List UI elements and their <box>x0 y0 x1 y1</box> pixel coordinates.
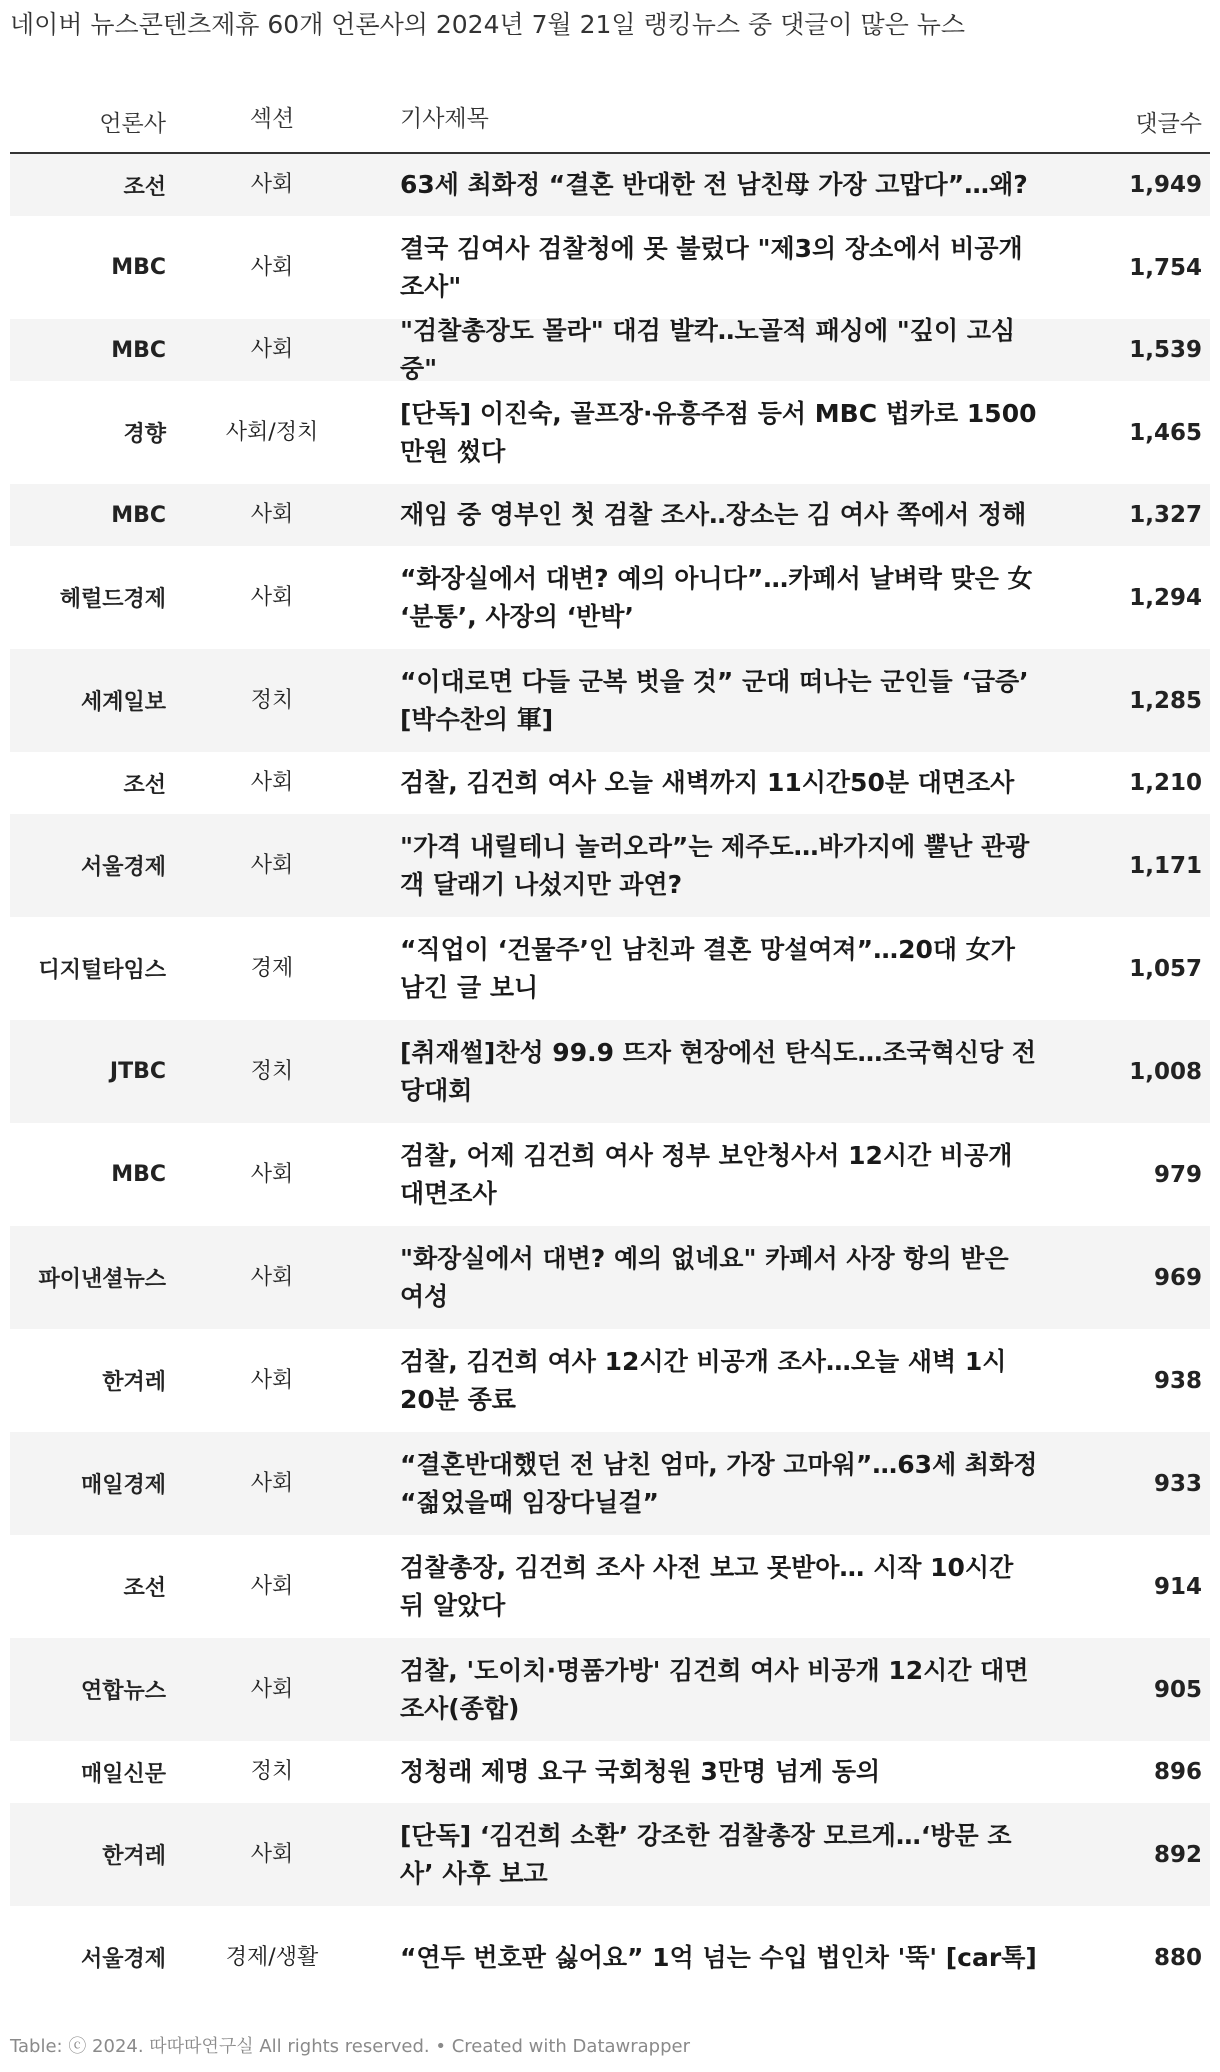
header-comments[interactable]: 댓글수 <box>1135 111 1202 137</box>
comment-count-cell: 1,057 <box>1129 955 1202 982</box>
section-cell: 사회 <box>250 254 294 280</box>
publisher-cell: 매일경제 <box>80 1473 166 1498</box>
headline-cell: 결국 김여사 검찰청에 못 불렀다 "제3의 장소에서 비공개 조사" <box>400 233 1023 301</box>
section-cell: 사회/정치 <box>225 419 319 445</box>
comment-count-cell: 1,210 <box>1129 770 1202 796</box>
comment-count-cell: 914 <box>1153 1573 1202 1600</box>
section-cell: 사회 <box>250 337 294 362</box>
ranking-table <box>10 90 1210 2009</box>
publisher-cell: 경향 <box>123 422 166 447</box>
headline-cell: [단독] 이진숙, 골프장·유흥주점 등서 MBC 법카로 1500만원 썼다 <box>400 398 1037 466</box>
section-cell: 정치 <box>250 1058 294 1084</box>
comment-count-cell: 1,294 <box>1129 584 1202 611</box>
section-cell: 사회 <box>250 1264 294 1290</box>
comment-count-cell: 969 <box>1153 1264 1202 1291</box>
table-row <box>10 1906 1210 2009</box>
comment-count-cell: 1,008 <box>1129 1058 1202 1085</box>
header-publisher[interactable]: 언론사 <box>99 111 166 137</box>
page-title: 네이버 뉴스콘텐츠제휴 60개 언론사의 2024년 7월 21일 랭킹뉴스 중 댓글이 많은 뉴스 <box>10 10 966 39</box>
headline-cell: “이대로면 다들 군복 벗을 것” 군대 떠나는 군인들 ‘급증’ [박수찬의 軍] <box>400 666 1029 734</box>
table-row <box>10 1123 1210 1226</box>
headline-cell: "화장실에서 대변? 예의 없네요" 카페서 사장 항의 받은 여성 <box>400 1243 1009 1311</box>
section-cell: 사회 <box>250 1573 294 1599</box>
table-row <box>10 917 1210 1020</box>
section-cell: 사회 <box>250 852 294 878</box>
footer-credit <box>10 2032 690 2058</box>
publisher-cell: MBC <box>111 1162 166 1187</box>
table-row <box>10 1741 1210 1803</box>
section-cell: 사회 <box>250 172 294 197</box>
publisher-cell: 서울경제 <box>80 1947 166 1972</box>
section-cell: 사회 <box>250 1676 294 1702</box>
table-row <box>10 1329 1210 1432</box>
comment-count-cell: 905 <box>1153 1676 1202 1703</box>
table-row <box>10 752 1210 814</box>
publisher-cell: 조선 <box>123 1576 166 1601</box>
publisher-cell: MBC <box>111 337 166 363</box>
section-cell: 사회 <box>250 770 294 795</box>
section-cell: 사회 <box>250 1161 294 1187</box>
publisher-cell: 조선 <box>123 174 166 200</box>
headline-cell: 검찰, 김건희 여사 12시간 비공개 조사…오늘 새벽 1시20분 종료 <box>400 1346 1007 1414</box>
comment-count-cell: 1,285 <box>1129 687 1202 714</box>
table-row <box>10 1638 1210 1741</box>
section-cell: 사회 <box>250 1367 294 1393</box>
table-header <box>10 90 1210 154</box>
publisher-cell: 조선 <box>123 772 166 798</box>
comment-count-cell: 892 <box>1153 1841 1202 1868</box>
comment-count-cell: 933 <box>1153 1470 1202 1497</box>
footer-separator: • <box>435 2036 446 2057</box>
section-cell: 사회 <box>250 584 294 610</box>
publisher-cell: JTBC <box>109 1059 166 1084</box>
publisher-cell: 한겨레 <box>102 1844 166 1869</box>
publisher-cell: 세계일보 <box>80 690 166 715</box>
headline-cell: “직업이 ‘건물주’인 남친과 결혼 망설여져”…20대 女가 남긴 글 보니 <box>400 934 1015 1002</box>
publisher-cell: MBC <box>111 255 166 280</box>
headline-cell: 검찰, 어제 김건희 여사 정부 보안청사서 12시간 비공개 대면조사 <box>400 1140 1013 1208</box>
header-section[interactable]: 섹션 <box>249 106 295 132</box>
section-cell: 사회 <box>250 1841 294 1867</box>
table-row <box>10 1020 1210 1123</box>
table-row <box>10 1226 1210 1329</box>
section-cell: 정치 <box>250 687 294 713</box>
comment-count-cell: 896 <box>1153 1759 1202 1785</box>
table-row <box>10 316 1210 383</box>
comment-count-cell: 1,171 <box>1129 852 1202 879</box>
headline-cell: 검찰총장, 김건희 조사 사전 보고 못받아… 시작 10시간 뒤 알았다 <box>400 1552 1014 1620</box>
datawrapper-link[interactable]: Created with Datawrapper <box>451 2036 691 2057</box>
publisher-cell: 헤럴드경제 <box>59 587 166 612</box>
table-row <box>10 381 1210 484</box>
headline-cell: [취재썰]찬성 99.9 뜨자 현장에선 탄식도…조국혁신당 전당대회 <box>400 1037 1037 1105</box>
table-row <box>10 1432 1210 1535</box>
headline-cell: [단독] ‘김건희 소환’ 강조한 검찰총장 모르게…‘방문 조사’ 사후 보고 <box>400 1820 1012 1888</box>
headline-cell: “결혼반대했던 전 남친 엄마, 가장 고마워”…63세 최화정 “젊었을때 임장다닐걸” <box>400 1449 1038 1517</box>
table-row <box>10 814 1210 917</box>
headline-cell: “화장실에서 대변? 예의 아니다”…카페서 날벼락 맞은 女 ‘분통’, 사장의 ‘반박’ <box>400 563 1033 631</box>
headline-cell: 검찰, 김건희 여사 오늘 새벽까지 11시간50분 대면조사 <box>400 768 1015 797</box>
publisher-cell: 파이낸셜뉴스 <box>38 1267 166 1292</box>
publisher-cell: MBC <box>111 502 166 528</box>
headline-cell: “연두 번호판 싫어요” 1억 넘는 수입 법인차 '뚝' [car톡] <box>400 1942 1037 1972</box>
header-headline[interactable]: 기사제목 <box>400 106 489 132</box>
headline-cell: 검찰, '도이치·명품가방' 김건희 여사 비공개 12시간 대면조사(종합) <box>400 1655 1029 1723</box>
table-row <box>10 1535 1210 1638</box>
publisher-cell: 매일신문 <box>80 1761 166 1787</box>
table-row <box>10 546 1210 649</box>
table-row <box>10 649 1210 752</box>
section-cell: 경제 <box>250 955 294 981</box>
headline-cell: 63세 최화정 “결혼 반대한 전 남친母 가장 고맙다”…왜? <box>400 170 1028 199</box>
comment-count-cell: 979 <box>1153 1161 1202 1188</box>
section-cell: 사회 <box>250 1470 294 1496</box>
table-row <box>10 484 1210 546</box>
headline-cell: 재임 중 영부인 첫 검찰 조사‥장소는 김 여사 쪽에서 정해 <box>400 500 1027 529</box>
section-cell: 경제/생활 <box>225 1944 319 1970</box>
comment-count-cell: 1,539 <box>1129 337 1202 363</box>
section-cell: 정치 <box>250 1759 294 1784</box>
publisher-cell: 디지털타임스 <box>38 958 166 983</box>
headline-cell: 정청래 제명 요구 국회청원 3만명 넘게 동의 <box>400 1757 881 1786</box>
copyright-text: Table: ⓒ 2024. 따따따연구실 All rights reserved. <box>10 2036 430 2057</box>
comment-count-cell: 1,327 <box>1129 502 1202 528</box>
comment-count-cell: 1,465 <box>1129 419 1202 446</box>
comment-count-cell: 880 <box>1153 1944 1202 1971</box>
publisher-cell: 연합뉴스 <box>80 1679 166 1704</box>
section-cell: 사회 <box>250 502 294 527</box>
comment-count-cell: 1,949 <box>1129 172 1202 198</box>
table-row <box>10 1803 1210 1906</box>
comment-count-cell: 1,754 <box>1129 254 1202 281</box>
table-row <box>10 216 1210 319</box>
headline-cell: "검찰총장도 몰라" 대검 발칵‥노골적 패싱에 "깊이 고심중" <box>400 316 1016 383</box>
publisher-cell: 한겨레 <box>102 1370 166 1395</box>
table-row <box>10 154 1210 216</box>
comment-count-cell: 938 <box>1153 1367 1202 1394</box>
headline-cell: "가격 내릴테니 놀러오라”는 제주도…바가지에 뿔난 관광객 달래기 나섰지만 과연? <box>400 831 1030 899</box>
publisher-cell: 서울경제 <box>80 855 166 880</box>
